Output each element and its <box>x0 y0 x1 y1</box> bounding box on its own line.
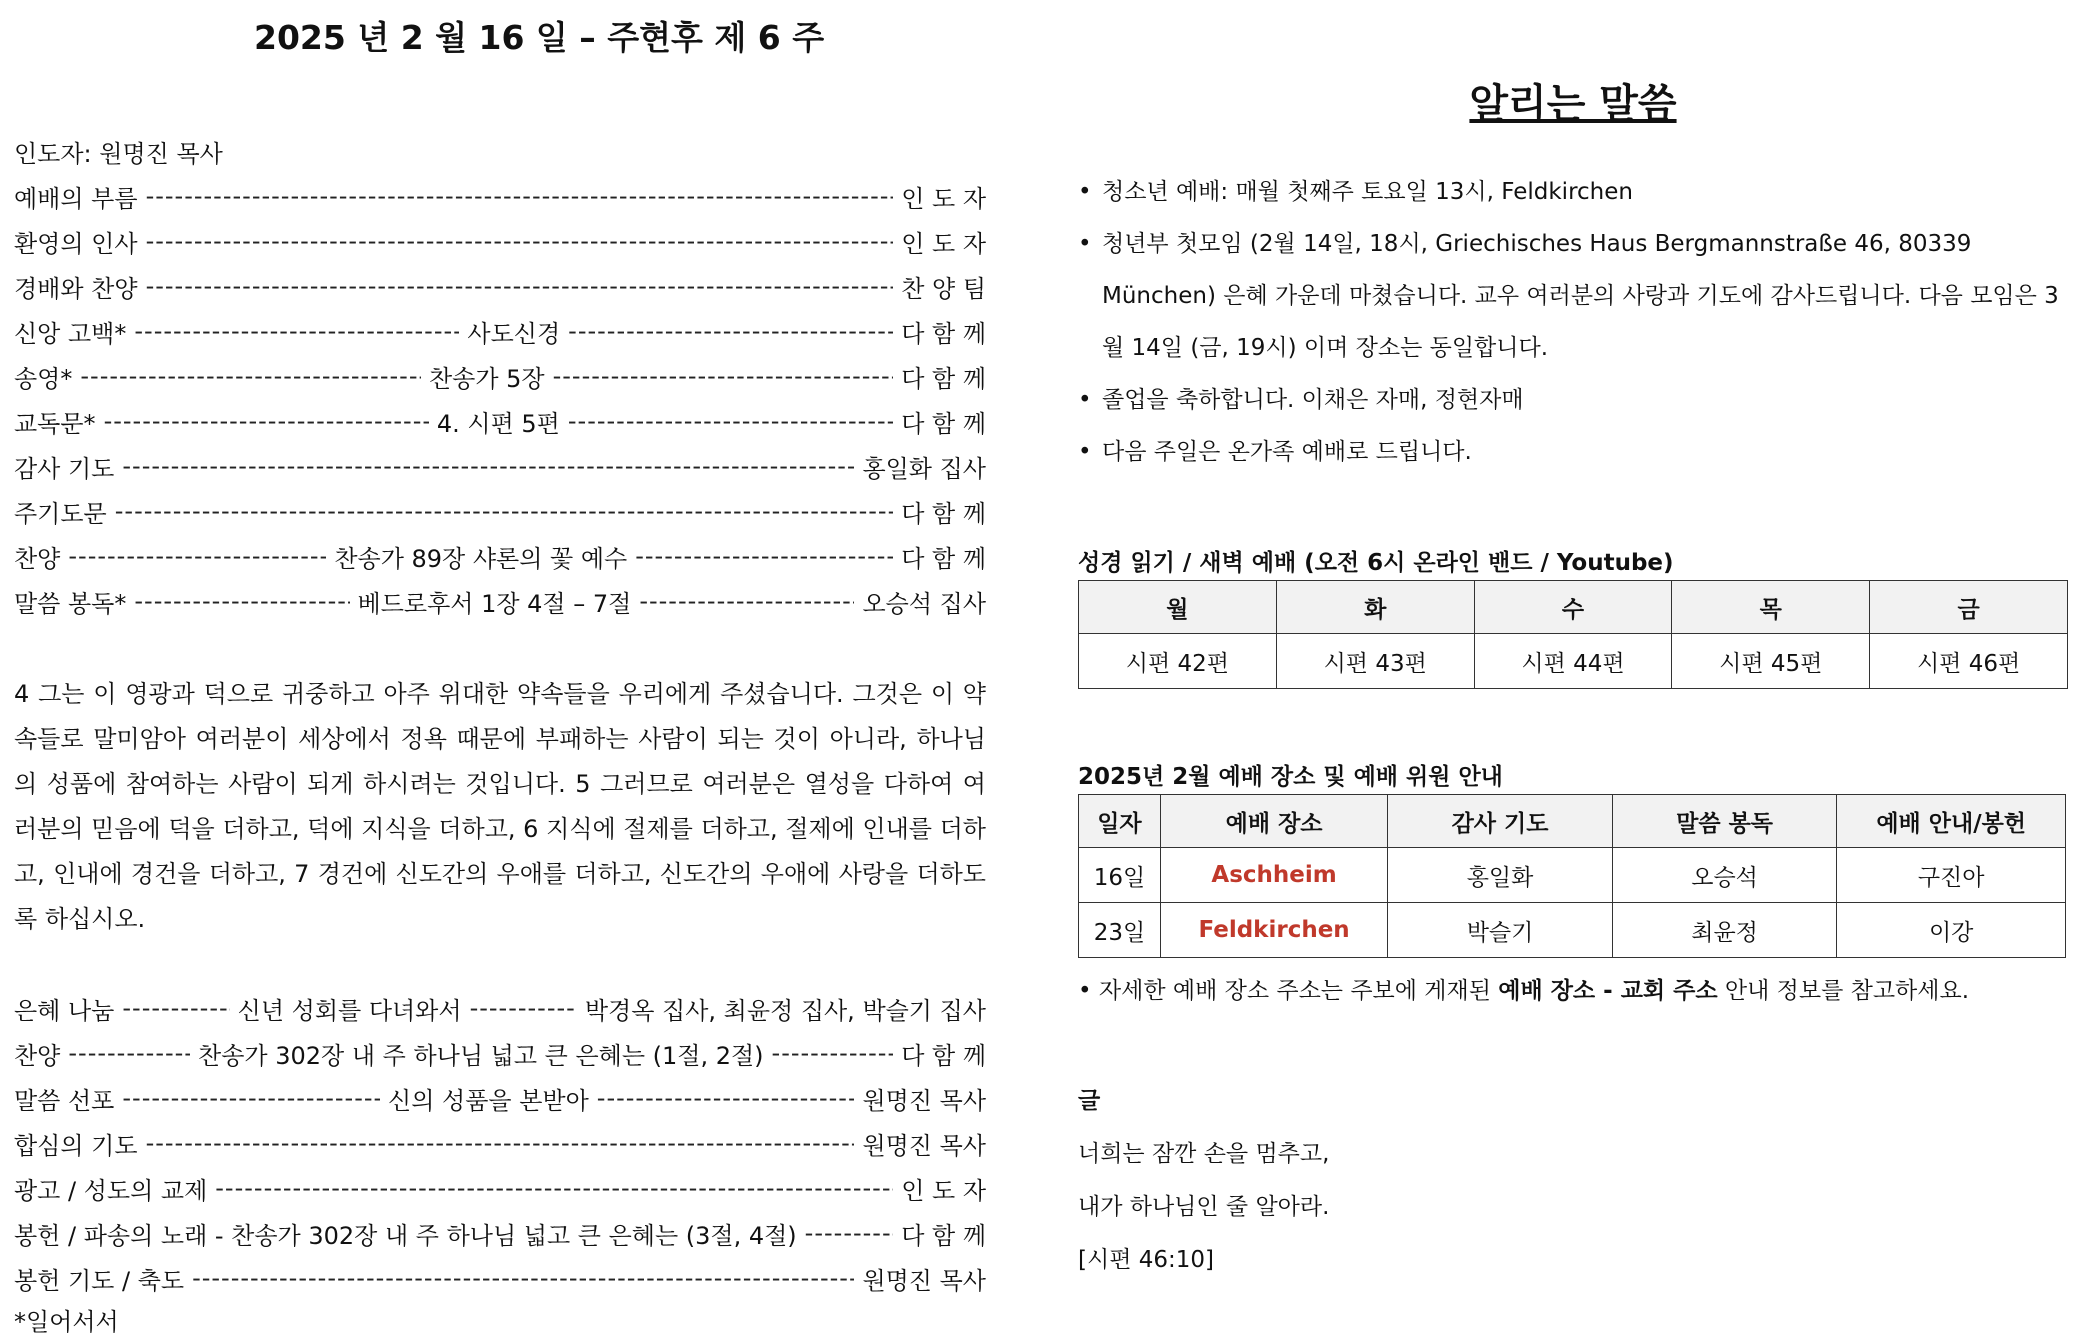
order-item-label: 감사 기도 <box>14 454 115 483</box>
order-item-leader: 다 함 께 <box>901 364 987 393</box>
order-item-label: 환영의 인사 <box>14 229 138 258</box>
schedule-table <box>1078 794 2066 958</box>
order-item-leader: 다 함 께 <box>901 1041 986 1070</box>
dash-leader <box>215 1174 893 1202</box>
reading-day: 수 <box>1474 581 1672 634</box>
order-item-detail: 신의 성품을 본받아 <box>388 1086 589 1115</box>
page-title: 2025 년 2 월 16 일 – 주현후 제 6 주 <box>254 18 825 57</box>
order-item-detail: 찬송가 302장 내 주 하나님 넓고 큰 은혜는 (1절, 2절) <box>198 1041 764 1070</box>
order-item-label: 주기도문 <box>14 499 107 528</box>
reading-day: 월 <box>1079 581 1277 634</box>
dash-leader <box>146 182 894 210</box>
schedule-cell: 23일 <box>1079 903 1161 958</box>
dash-leader <box>122 452 854 480</box>
order-item <box>14 1080 986 1116</box>
order-item-detail: 베드로후서 1장 4절 – 7절 <box>357 589 632 618</box>
order-item-leader: 원명진 목사 <box>862 1131 986 1160</box>
order-item-label: 봉헌 / 파송의 노래 - 찬송가 302장 내 주 하나님 넓고 큰 은혜는 (3절, 4절) <box>14 1221 797 1250</box>
order-item <box>14 313 986 349</box>
table-row <box>1079 903 2066 958</box>
reading-psalm: 시편 45편 <box>1672 634 1870 689</box>
poem-line: [시편 46:10] <box>1078 1247 1214 1273</box>
order-item-leader: 다 함 께 <box>901 409 987 438</box>
schedule-cell: 16일 <box>1079 848 1161 903</box>
standing-footnote: *일어서서 <box>14 1308 119 1336</box>
order-item <box>14 358 986 394</box>
order-item-detail: 4. 시편 5편 <box>436 409 560 438</box>
schedule-header: 감사 기도 <box>1388 795 1613 848</box>
order-item <box>14 1035 986 1071</box>
order-item-label: 찬양 <box>14 544 61 573</box>
dash-leader <box>104 407 429 435</box>
order-item-leader: 오승석 집사 <box>862 589 987 618</box>
order-item-leader: 다 함 께 <box>901 544 986 573</box>
schedule-cell: 구진아 <box>1837 848 2066 903</box>
order-item-leader: 인 도 자 <box>901 184 986 213</box>
order-item-detail: 사도신경 <box>467 319 561 348</box>
dash-leader <box>146 1129 855 1157</box>
poem <box>1078 1128 1329 1287</box>
schedule-cell: 이강 <box>1837 903 2066 958</box>
order-item-label: 교독문* <box>14 409 96 438</box>
announcement-item: • 청년부 첫모임 (2월 14일, 18시, Griechisches Haus Bergmannstraße 46, 80339 München) 은혜 가운데 마쳤습니다. 교우 여러분의 사랑과 기도에 감사드립니다. 다음 모임은 3월 14일 (금, 19시) 이며 장소는 동일합니다. <box>1078 218 2068 374</box>
dash-leader <box>470 994 577 1022</box>
order-item-label: 봉헌 기도 / 축도 <box>14 1266 185 1295</box>
reading-psalm: 시편 43편 <box>1276 634 1474 689</box>
dash-leader <box>122 994 229 1022</box>
dash-leader <box>115 497 893 525</box>
announcement-item: • 졸업을 축하합니다. 이채은 자매, 정현자매 <box>1078 374 2068 426</box>
dash-leader <box>568 407 893 435</box>
schedule-header: 일자 <box>1079 795 1161 848</box>
order-item <box>14 178 986 214</box>
order-item-label: 은혜 나눔 <box>14 996 115 1025</box>
reading-table <box>1078 580 2068 689</box>
order-item-label: 신앙 고백* <box>14 319 127 348</box>
order-item <box>14 583 986 619</box>
dash-leader <box>80 362 421 390</box>
poem-line: 너희는 잠깐 손을 멈추고, <box>1078 1141 1330 1167</box>
order-item <box>14 448 986 484</box>
dash-leader <box>146 227 894 255</box>
dash-leader <box>597 1084 855 1112</box>
reading-psalm: 시편 42편 <box>1079 634 1277 689</box>
poem-line: 내가 하나님인 줄 알아라. <box>1078 1194 1330 1220</box>
dash-leader <box>122 1084 380 1112</box>
announcement-list <box>1078 166 2068 478</box>
schedule-cell: 최윤정 <box>1612 903 1837 958</box>
dash-leader <box>805 1219 894 1247</box>
dash-leader <box>134 317 459 345</box>
order-item-label: 합심의 기도 <box>14 1131 138 1160</box>
order-item-detail: 신년 성회를 다녀와서 <box>237 996 462 1025</box>
order-item-leader: 다 함 께 <box>901 1221 986 1250</box>
worship-location: Aschheim <box>1160 848 1387 903</box>
order-item <box>14 403 986 439</box>
dash-leader <box>568 317 893 345</box>
reading-day: 금 <box>1870 581 2068 634</box>
order-item <box>14 538 986 574</box>
order-item-detail: 찬송가 5장 <box>428 364 545 393</box>
reading-day: 화 <box>1276 581 1474 634</box>
dash-leader <box>553 362 894 390</box>
order-item <box>14 1215 986 1251</box>
schedule-header: 예배 안내/봉헌 <box>1837 795 2066 848</box>
schedule-cell: 오승석 <box>1612 848 1837 903</box>
table-row <box>1079 848 2066 903</box>
announcements-title: 알리는 말씀 <box>1469 81 1677 127</box>
order-item <box>14 268 986 304</box>
order-item-label: 찬양 <box>14 1041 61 1070</box>
dash-leader <box>68 542 326 570</box>
dash-leader <box>639 587 854 615</box>
order-item-label: 예배의 부름 <box>14 184 138 213</box>
order-item-leader: 원명진 목사 <box>862 1086 987 1115</box>
order-item <box>14 1125 986 1161</box>
dash-leader <box>68 1039 190 1067</box>
order-item-label: 말씀 봉독* <box>14 589 127 618</box>
reading-day: 목 <box>1672 581 1870 634</box>
announcement-item: • 다음 주일은 온가족 예배로 드립니다. <box>1078 426 2068 478</box>
reading-psalm: 시편 46편 <box>1870 634 2068 689</box>
schedule-cell: 박슬기 <box>1388 903 1613 958</box>
order-item <box>14 1170 986 1206</box>
reading-title: 성경 읽기 / 새벽 예배 (오전 6시 온라인 밴드 / Youtube) <box>1078 550 1674 576</box>
order-item-leader: 다 함 께 <box>901 499 986 528</box>
reading-psalm: 시편 44편 <box>1474 634 1672 689</box>
dash-leader <box>192 1264 854 1292</box>
order-item-label: 송영* <box>14 364 73 393</box>
schedule-cell: 홍일화 <box>1388 848 1613 903</box>
order-item-leader: 인 도 자 <box>901 1176 986 1205</box>
order-item <box>14 493 986 529</box>
dash-leader <box>772 1039 894 1067</box>
order-item-detail: 찬송가 89장 샤론의 꽃 예수 <box>334 544 628 573</box>
poem-title: 글 <box>1078 1088 1101 1114</box>
leader-line: 인도자: 원명진 목사 <box>14 140 223 168</box>
order-item-leader: 찬 양 팀 <box>901 274 986 303</box>
announcement-item: • 청소년 예배: 매월 첫째주 토요일 13시, Feldkirchen <box>1078 166 2068 218</box>
order-item-label: 광고 / 성도의 교제 <box>14 1176 208 1205</box>
dash-leader <box>134 587 349 615</box>
schedule-header: 말씀 봉독 <box>1612 795 1837 848</box>
schedule-header: 예배 장소 <box>1160 795 1387 848</box>
dash-leader <box>635 542 893 570</box>
scripture-text: 4 그는 이 영광과 덕으로 귀중하고 아주 위대한 약속들을 우리에게 주셨습니다. 그것은 이 약속들로 말미암아 여러분이 세상에서 정욕 때문에 부패하는 사람이 되는 것이 아니라, 하나님의 성품에 참여하는 사람이 되게 하시려는 것입니다. 5 그러므로 여러분은 열성을 다하여 여러분의 믿음에 덕을 더하고, 덕에 지식을 더하고, 6 지식에 절제를 더하고, 절제에 인내를 더하고, 인내에 경건을 더하고, 7 경건에 신도간의 우애를 더하고, 신도간의 우애에 사랑을 더하도록 하십시오. <box>14 680 986 933</box>
order-item <box>14 1260 986 1296</box>
order-item-label: 경배와 찬양 <box>14 274 138 303</box>
order-item-leader: 다 함 께 <box>901 319 986 348</box>
order-item <box>14 223 986 259</box>
order-item-leader: 인 도 자 <box>901 229 986 258</box>
worship-location: Feldkirchen <box>1160 903 1387 958</box>
order-item-label: 말씀 선포 <box>14 1086 115 1115</box>
order-item <box>14 990 986 1026</box>
order-item-leader: 홍일화 집사 <box>862 454 986 483</box>
dash-leader <box>146 272 894 300</box>
order-item-leader: 원명진 목사 <box>862 1266 986 1295</box>
location-note: • 자세한 예배 장소 주소는 주보에 게재된 예배 장소 - 교회 주소 안내 정보를 참고하세요. <box>1078 978 1970 1004</box>
order-item-leader: 박경옥 집사, 최윤정 집사, 박슬기 집사 <box>584 996 986 1025</box>
schedule-title: 2025년 2월 예배 장소 및 예배 위원 안내 <box>1078 764 1503 790</box>
